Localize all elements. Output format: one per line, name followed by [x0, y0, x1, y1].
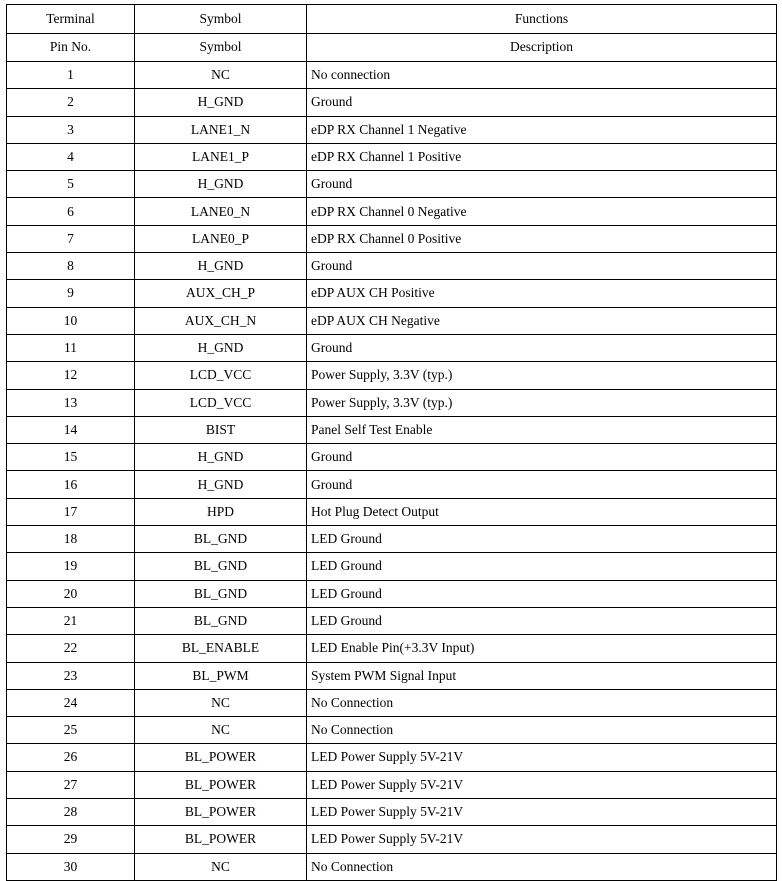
cell-pin-no: 26 [7, 744, 135, 771]
cell-pin-no: 22 [7, 635, 135, 662]
table-row [7, 143, 777, 170]
cell-pin-no: 15 [7, 444, 135, 471]
table-row [7, 635, 777, 662]
cell-description: No Connection [307, 689, 777, 716]
cell-description: LED Ground [307, 526, 777, 553]
table-row [7, 362, 777, 389]
cell-pin-no: 4 [7, 143, 135, 170]
cell-pin-no: 25 [7, 717, 135, 744]
subheader-symbol: Symbol [135, 34, 307, 62]
cell-symbol: BL_ENABLE [135, 635, 307, 662]
cell-pin-no: 11 [7, 334, 135, 361]
cell-symbol: NC [135, 689, 307, 716]
cell-description: Ground [307, 334, 777, 361]
cell-symbol: BL_GND [135, 580, 307, 607]
cell-symbol: BL_GND [135, 553, 307, 580]
table-row [7, 853, 777, 880]
cell-description: LED Ground [307, 553, 777, 580]
cell-pin-no: 24 [7, 689, 135, 716]
cell-symbol: LCD_VCC [135, 389, 307, 416]
cell-symbol: BL_POWER [135, 826, 307, 853]
table-row [7, 526, 777, 553]
cell-symbol: LANE0_N [135, 198, 307, 225]
cell-pin-no: 20 [7, 580, 135, 607]
cell-pin-no: 14 [7, 416, 135, 443]
cell-description: eDP AUX CH Positive [307, 280, 777, 307]
cell-symbol: H_GND [135, 253, 307, 280]
table-body [7, 62, 777, 881]
table-row [7, 416, 777, 443]
cell-pin-no: 23 [7, 662, 135, 689]
table-row [7, 89, 777, 116]
table-row [7, 253, 777, 280]
cell-description: LED Power Supply 5V-21V [307, 771, 777, 798]
cell-pin-no: 18 [7, 526, 135, 553]
cell-pin-no: 27 [7, 771, 135, 798]
cell-pin-no: 9 [7, 280, 135, 307]
cell-pin-no: 28 [7, 799, 135, 826]
table-subheader-row [7, 34, 777, 62]
cell-pin-no: 2 [7, 89, 135, 116]
cell-symbol: AUX_CH_N [135, 307, 307, 334]
table-header-row [7, 5, 777, 34]
cell-symbol: BL_GND [135, 607, 307, 634]
cell-pin-no: 3 [7, 116, 135, 143]
cell-description: eDP AUX CH Negative [307, 307, 777, 334]
cell-description: Ground [307, 253, 777, 280]
cell-symbol: LANE0_P [135, 225, 307, 252]
cell-description: Panel Self Test Enable [307, 416, 777, 443]
pinout-table [6, 4, 777, 881]
cell-symbol: LCD_VCC [135, 362, 307, 389]
cell-symbol: AUX_CH_P [135, 280, 307, 307]
cell-description: LED Power Supply 5V-21V [307, 799, 777, 826]
table-row [7, 280, 777, 307]
cell-pin-no: 30 [7, 853, 135, 880]
table-row [7, 553, 777, 580]
cell-symbol: BL_POWER [135, 744, 307, 771]
cell-pin-no: 5 [7, 171, 135, 198]
cell-symbol: NC [135, 717, 307, 744]
cell-pin-no: 29 [7, 826, 135, 853]
cell-symbol: H_GND [135, 171, 307, 198]
cell-description: No connection [307, 62, 777, 89]
cell-description: eDP RX Channel 1 Positive [307, 143, 777, 170]
cell-pin-no: 10 [7, 307, 135, 334]
cell-pin-no: 6 [7, 198, 135, 225]
table-row [7, 498, 777, 525]
cell-description: Power Supply, 3.3V (typ.) [307, 389, 777, 416]
table-row [7, 471, 777, 498]
cell-description: Ground [307, 89, 777, 116]
table-row [7, 771, 777, 798]
cell-description: No Connection [307, 853, 777, 880]
cell-symbol: BL_PWM [135, 662, 307, 689]
table-row [7, 389, 777, 416]
table-row [7, 744, 777, 771]
cell-pin-no: 12 [7, 362, 135, 389]
cell-description: Hot Plug Detect Output [307, 498, 777, 525]
table-row [7, 826, 777, 853]
cell-description: Ground [307, 444, 777, 471]
table-row [7, 799, 777, 826]
cell-symbol: LANE1_N [135, 116, 307, 143]
table-row [7, 334, 777, 361]
cell-symbol: LANE1_P [135, 143, 307, 170]
cell-symbol: HPD [135, 498, 307, 525]
cell-description: eDP RX Channel 0 Positive [307, 225, 777, 252]
cell-description: eDP RX Channel 1 Negative [307, 116, 777, 143]
cell-symbol: BIST [135, 416, 307, 443]
table-row [7, 607, 777, 634]
cell-symbol: BL_POWER [135, 799, 307, 826]
cell-symbol: H_GND [135, 471, 307, 498]
table-row [7, 689, 777, 716]
cell-symbol: H_GND [135, 89, 307, 116]
cell-description: No Connection [307, 717, 777, 744]
table-row [7, 307, 777, 334]
header-symbol: Symbol [135, 5, 307, 34]
cell-symbol: H_GND [135, 334, 307, 361]
cell-pin-no: 21 [7, 607, 135, 634]
cell-symbol: BL_GND [135, 526, 307, 553]
cell-description: LED Power Supply 5V-21V [307, 744, 777, 771]
table-row [7, 171, 777, 198]
cell-description: LED Ground [307, 580, 777, 607]
cell-symbol: NC [135, 62, 307, 89]
table-header [7, 5, 777, 62]
table-row [7, 225, 777, 252]
cell-pin-no: 19 [7, 553, 135, 580]
cell-symbol: BL_POWER [135, 771, 307, 798]
table-row [7, 580, 777, 607]
cell-pin-no: 1 [7, 62, 135, 89]
cell-description: LED Enable Pin(+3.3V Input) [307, 635, 777, 662]
cell-description: Ground [307, 471, 777, 498]
header-terminal: Terminal [7, 5, 135, 34]
cell-pin-no: 8 [7, 253, 135, 280]
cell-description: System PWM Signal Input [307, 662, 777, 689]
cell-pin-no: 17 [7, 498, 135, 525]
cell-description: Ground [307, 171, 777, 198]
table-row [7, 116, 777, 143]
table-row [7, 444, 777, 471]
header-functions: Functions [307, 5, 777, 34]
cell-symbol: H_GND [135, 444, 307, 471]
cell-description: Power Supply, 3.3V (typ.) [307, 362, 777, 389]
cell-description: LED Ground [307, 607, 777, 634]
table-row [7, 662, 777, 689]
table-row [7, 717, 777, 744]
cell-pin-no: 7 [7, 225, 135, 252]
subheader-description: Description [307, 34, 777, 62]
cell-description: LED Power Supply 5V-21V [307, 826, 777, 853]
subheader-pin-no: Pin No. [7, 34, 135, 62]
table-row [7, 62, 777, 89]
cell-symbol: NC [135, 853, 307, 880]
cell-pin-no: 13 [7, 389, 135, 416]
table-row [7, 198, 777, 225]
cell-pin-no: 16 [7, 471, 135, 498]
cell-description: eDP RX Channel 0 Negative [307, 198, 777, 225]
